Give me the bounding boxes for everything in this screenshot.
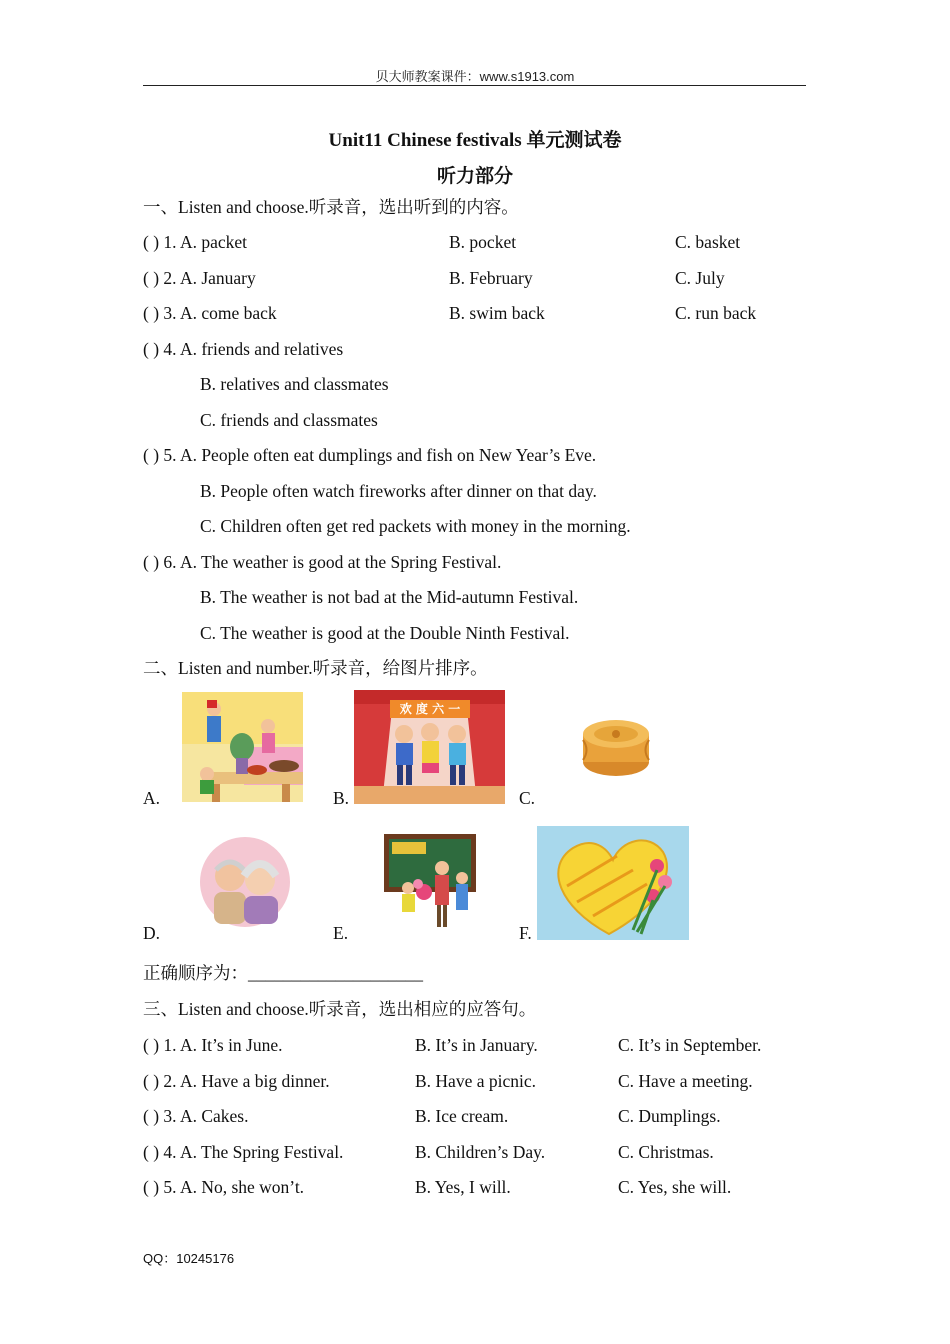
s3-q3-option-b: B. Ice cream. [415, 1106, 509, 1126]
s1-q3-option-b: B. swim back [449, 303, 545, 323]
page-footer: QQ：10245176 [143, 1251, 235, 1266]
s3-q1-option-c: C. It’s in September. [618, 1035, 762, 1055]
picture-label-d: D. [143, 923, 161, 943]
picture-e-teachers-day [380, 832, 480, 932]
picture-c-mooncake [580, 710, 652, 778]
s1-q1-option-a: ( ) 1. A. packet [143, 232, 247, 252]
s1-q4-option-a: ( ) 4. A. friends and relatives [143, 339, 344, 359]
document-subtitle: 听力部分 [436, 166, 513, 187]
s1-q2-option-a: ( ) 2. A. January [143, 268, 256, 288]
s1-q2-option-c: C. July [675, 268, 725, 288]
s1-q5-option-c: C. Children often get red packets with money in the morning. [200, 516, 631, 536]
picture-a-family-cleaning [182, 692, 303, 802]
order-answer-line: 正确顺序为：____________________ [143, 963, 423, 983]
s1-q6-option-a: ( ) 6. A. The weather is good at the Spring Festival. [143, 552, 502, 572]
s3-q4-option-b: B. Children’s Day. [415, 1142, 546, 1162]
section1-heading: 一、Listen and choose.听录音，选出听到的内容。 [143, 197, 519, 217]
s1-q1-option-c: C. basket [675, 232, 741, 252]
s1-q3-option-c: C. run back [675, 303, 757, 323]
s3-q4-option-a: ( ) 4. A. The Spring Festival. [143, 1142, 344, 1162]
s3-q4-option-c: C. Christmas. [618, 1142, 714, 1162]
s1-q3-option-a: ( ) 3. A. come back [143, 303, 277, 323]
s3-q2-option-b: B. Have a picnic. [415, 1071, 536, 1091]
picture-label-f: F. [519, 923, 532, 943]
s1-q6-option-b: B. The weather is not bad at the Mid-autumn Festival. [200, 587, 579, 607]
picture-d-grandparents [200, 836, 290, 928]
s1-q5-option-a: ( ) 5. A. People often eat dumplings and fish on New Year’s Eve. [143, 445, 597, 465]
s1-q4-option-b: B. relatives and classmates [200, 374, 389, 394]
s3-q5-option-a: ( ) 5. A. No, she won’t. [143, 1177, 305, 1197]
s3-q3-option-c: C. Dumplings. [618, 1106, 721, 1126]
s1-q4-option-c: C. friends and classmates [200, 410, 378, 430]
document-title: Unit11 Chinese festivals 单元测试卷 [328, 130, 622, 151]
s3-q5-option-b: B. Yes, I will. [415, 1177, 511, 1197]
picture-label-e: E. [333, 923, 349, 943]
picture-b-banner: 欢 度 六 一 [390, 700, 470, 718]
picture-label-a: A. [143, 788, 161, 808]
picture-f-mothers-day-card [537, 826, 689, 940]
s1-q2-option-b: B. February [449, 268, 533, 288]
page-header: 贝大师教案课件：www.s1913.com [375, 69, 575, 84]
picture-label-b: B. [333, 788, 350, 808]
s3-q1-option-b: B. It’s in January. [415, 1035, 538, 1055]
header-divider [143, 85, 806, 86]
picture-b-childrens-day [354, 690, 505, 804]
s3-q2-option-a: ( ) 2. A. Have a big dinner. [143, 1071, 330, 1091]
s3-q1-option-a: ( ) 1. A. It’s in June. [143, 1035, 283, 1055]
s1-q6-option-c: C. The weather is good at the Double Ninth Festival. [200, 623, 570, 643]
section2-heading: 二、Listen and number.听录音，给图片排序。 [143, 658, 488, 678]
s1-q1-option-b: B. pocket [449, 232, 517, 252]
picture-label-c: C. [519, 788, 536, 808]
s3-q5-option-c: C. Yes, she will. [618, 1177, 732, 1197]
s3-q2-option-c: C. Have a meeting. [618, 1071, 753, 1091]
section3-heading: 三、Listen and choose.听录音，选出相应的应答句。 [143, 999, 537, 1019]
s3-q3-option-a: ( ) 3. A. Cakes. [143, 1106, 249, 1126]
s1-q5-option-b: B. People often watch fireworks after dinner on that day. [200, 481, 597, 501]
